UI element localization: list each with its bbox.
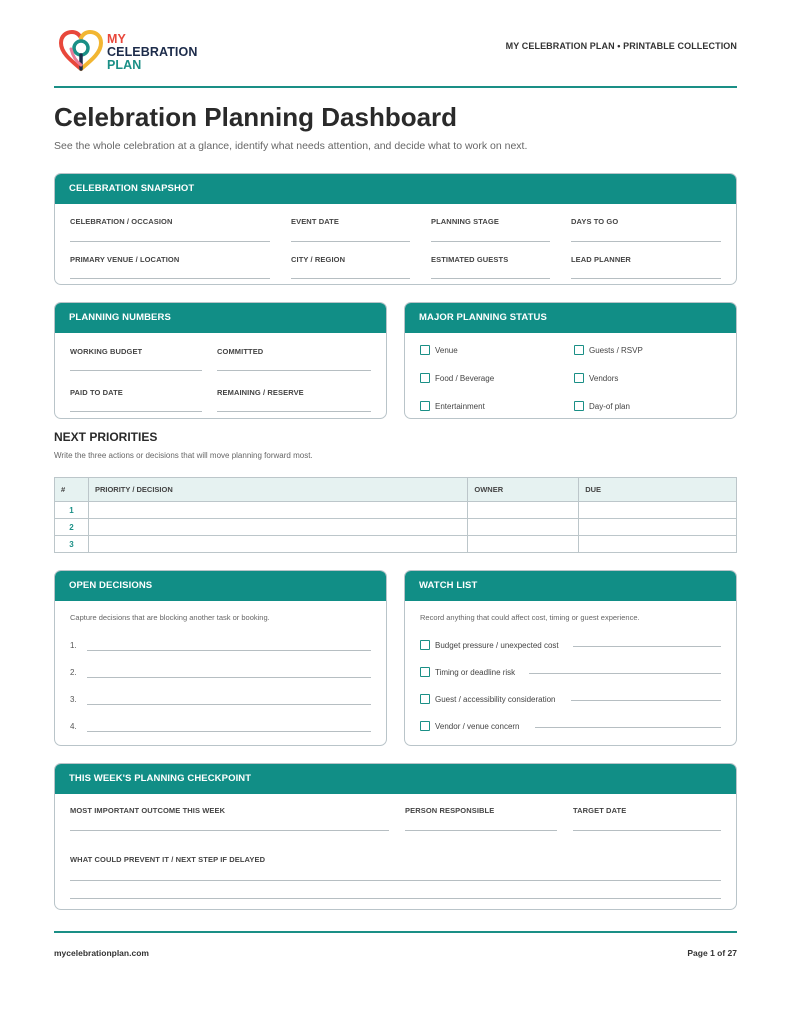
field-label: ESTIMATED GUESTS [431, 255, 509, 264]
watch-label: Guest / accessibility consideration [435, 695, 556, 704]
field-label: PRIMARY VENUE / LOCATION [70, 255, 180, 264]
status-label: Entertainment [435, 402, 485, 411]
column-header: # [55, 478, 89, 502]
page-subtitle: See the whole celebration at a glance, identify what needs attention, and decide what to work on next. [54, 140, 528, 152]
status-checkbox[interactable] [420, 401, 430, 411]
decision-number: 1. [70, 641, 77, 650]
field-label: COMMITTED [217, 347, 264, 356]
status-label: Venue [435, 346, 458, 355]
footer-divider [54, 931, 737, 933]
due-cell[interactable] [579, 502, 737, 519]
field-label: EVENT DATE [291, 217, 339, 226]
field-label: PAID TO DATE [70, 388, 123, 397]
priorities-subheading: Write the three actions or decisions that will move planning forward most. [54, 451, 313, 460]
due-cell[interactable] [579, 536, 737, 553]
watch-line[interactable] [535, 727, 721, 728]
watch-checkbox[interactable] [420, 721, 430, 731]
header-divider [54, 86, 737, 88]
watch-line[interactable] [571, 700, 721, 701]
field-line-working-budget[interactable] [70, 370, 202, 371]
open-decisions-heading: OPEN DECISIONS [55, 571, 386, 601]
heart-logo-icon [59, 29, 103, 73]
field-line-outcome[interactable] [70, 830, 389, 831]
row-number: 2 [55, 519, 89, 536]
field-line-event-date[interactable] [291, 241, 410, 242]
table-header-row [55, 478, 737, 502]
status-checkbox[interactable] [420, 345, 430, 355]
priority-cell[interactable] [88, 519, 467, 536]
watch-label: Timing or deadline risk [435, 668, 516, 677]
status-checkbox[interactable] [420, 373, 430, 383]
page-number: Page 1 of 27 [687, 948, 737, 958]
field-label: CELEBRATION / OCCASION [70, 217, 173, 226]
field-label: PERSON RESPONSIBLE [405, 806, 495, 815]
column-header: OWNER [468, 478, 579, 502]
planning-status-heading: MAJOR PLANNING STATUS [405, 303, 736, 333]
brand-line-1: MY [107, 32, 126, 46]
planning-numbers-heading: PLANNING NUMBERS [55, 303, 386, 333]
status-label: Vendors [589, 374, 619, 383]
field-label: PLANNING STAGE [431, 217, 499, 226]
field-label: DAYS TO GO [571, 217, 619, 226]
watch-list-heading: WATCH LIST [405, 571, 736, 601]
owner-cell[interactable] [468, 502, 579, 519]
watch-checkbox[interactable] [420, 694, 430, 704]
field-line-committed[interactable] [217, 370, 371, 371]
priorities-table [54, 477, 737, 553]
watch-label: Budget pressure / unexpected cost [435, 641, 559, 650]
watch-list-card [404, 570, 737, 746]
open-decisions-card [54, 570, 387, 746]
watch-checkbox[interactable] [420, 667, 430, 677]
decision-line[interactable] [87, 731, 371, 732]
field-line-target-date[interactable] [573, 830, 721, 831]
snapshot-card [54, 173, 737, 285]
watch-checkbox[interactable] [420, 640, 430, 650]
field-line-city[interactable] [291, 278, 410, 279]
row-number: 3 [55, 536, 89, 553]
checkpoint-card [54, 763, 737, 910]
watch-line[interactable] [573, 646, 721, 647]
field-line-planning-stage[interactable] [431, 241, 550, 242]
table-row [55, 519, 737, 536]
decision-number: 4. [70, 722, 77, 731]
brand-line-2: CELEBRATION [107, 45, 198, 59]
column-header: PRIORITY / DECISION [88, 478, 467, 502]
snapshot-heading: CELEBRATION SNAPSHOT [55, 174, 736, 204]
field-line-lead-planner[interactable] [571, 278, 721, 279]
status-checkbox[interactable] [574, 345, 584, 355]
watch-label: Vendor / venue concern [435, 722, 520, 731]
brand-logo [59, 29, 209, 73]
field-line-obstacle[interactable] [70, 880, 721, 881]
priority-cell[interactable] [88, 536, 467, 553]
planning-status-card [404, 302, 737, 419]
decision-line[interactable] [87, 677, 371, 678]
planning-numbers-card [54, 302, 387, 419]
field-line-next-step[interactable] [70, 898, 721, 899]
brand-wordmark [107, 33, 197, 72]
status-checkbox[interactable] [574, 373, 584, 383]
row-number: 1 [55, 502, 89, 519]
field-label: WHAT COULD PREVENT IT / NEXT STEP IF DELAYED [70, 855, 266, 864]
due-cell[interactable] [579, 519, 737, 536]
table-row [55, 502, 737, 519]
field-line-occasion[interactable] [70, 241, 270, 242]
priorities-heading: NEXT PRIORITIES [54, 430, 158, 444]
checkpoint-heading: THIS WEEK'S PLANNING CHECKPOINT [55, 764, 736, 794]
status-checkbox[interactable] [574, 401, 584, 411]
decision-number: 3. [70, 695, 77, 704]
field-label: CITY / REGION [291, 255, 346, 264]
field-label: REMAINING / RESERVE [217, 388, 304, 397]
field-label: MOST IMPORTANT OUTCOME THIS WEEK [70, 806, 226, 815]
field-line-guests[interactable] [431, 278, 550, 279]
footer-website: mycelebrationplan.com [54, 948, 149, 958]
watch-list-note: Record anything that could affect cost, timing or guest experience. [420, 613, 640, 622]
table-row [55, 536, 737, 553]
priority-cell[interactable] [88, 502, 467, 519]
field-line-person-responsible[interactable] [405, 830, 557, 831]
field-line-remaining[interactable] [217, 411, 371, 412]
decision-line[interactable] [87, 704, 371, 705]
field-line-venue[interactable] [70, 278, 270, 279]
owner-cell[interactable] [468, 536, 579, 553]
decision-line[interactable] [87, 650, 371, 651]
field-label: WORKING BUDGET [70, 347, 143, 356]
status-label: Day-of plan [589, 402, 630, 411]
decision-number: 2. [70, 668, 77, 677]
field-label: LEAD PLANNER [571, 255, 631, 264]
field-label: TARGET DATE [573, 806, 627, 815]
collection-label: MY CELEBRATION PLAN • PRINTABLE COLLECTION [505, 41, 737, 51]
watch-line[interactable] [529, 673, 721, 674]
column-header: DUE [579, 478, 737, 502]
owner-cell[interactable] [468, 519, 579, 536]
brand-line-3: PLAN [107, 58, 142, 72]
field-line-paid-to-date[interactable] [70, 411, 202, 412]
page-title: Celebration Planning Dashboard [54, 102, 458, 132]
open-decisions-note: Capture decisions that are blocking another task or booking. [70, 613, 270, 622]
status-label: Food / Beverage [435, 374, 495, 383]
field-line-days-to-go[interactable] [571, 241, 721, 242]
status-label: Guests / RSVP [589, 346, 643, 355]
